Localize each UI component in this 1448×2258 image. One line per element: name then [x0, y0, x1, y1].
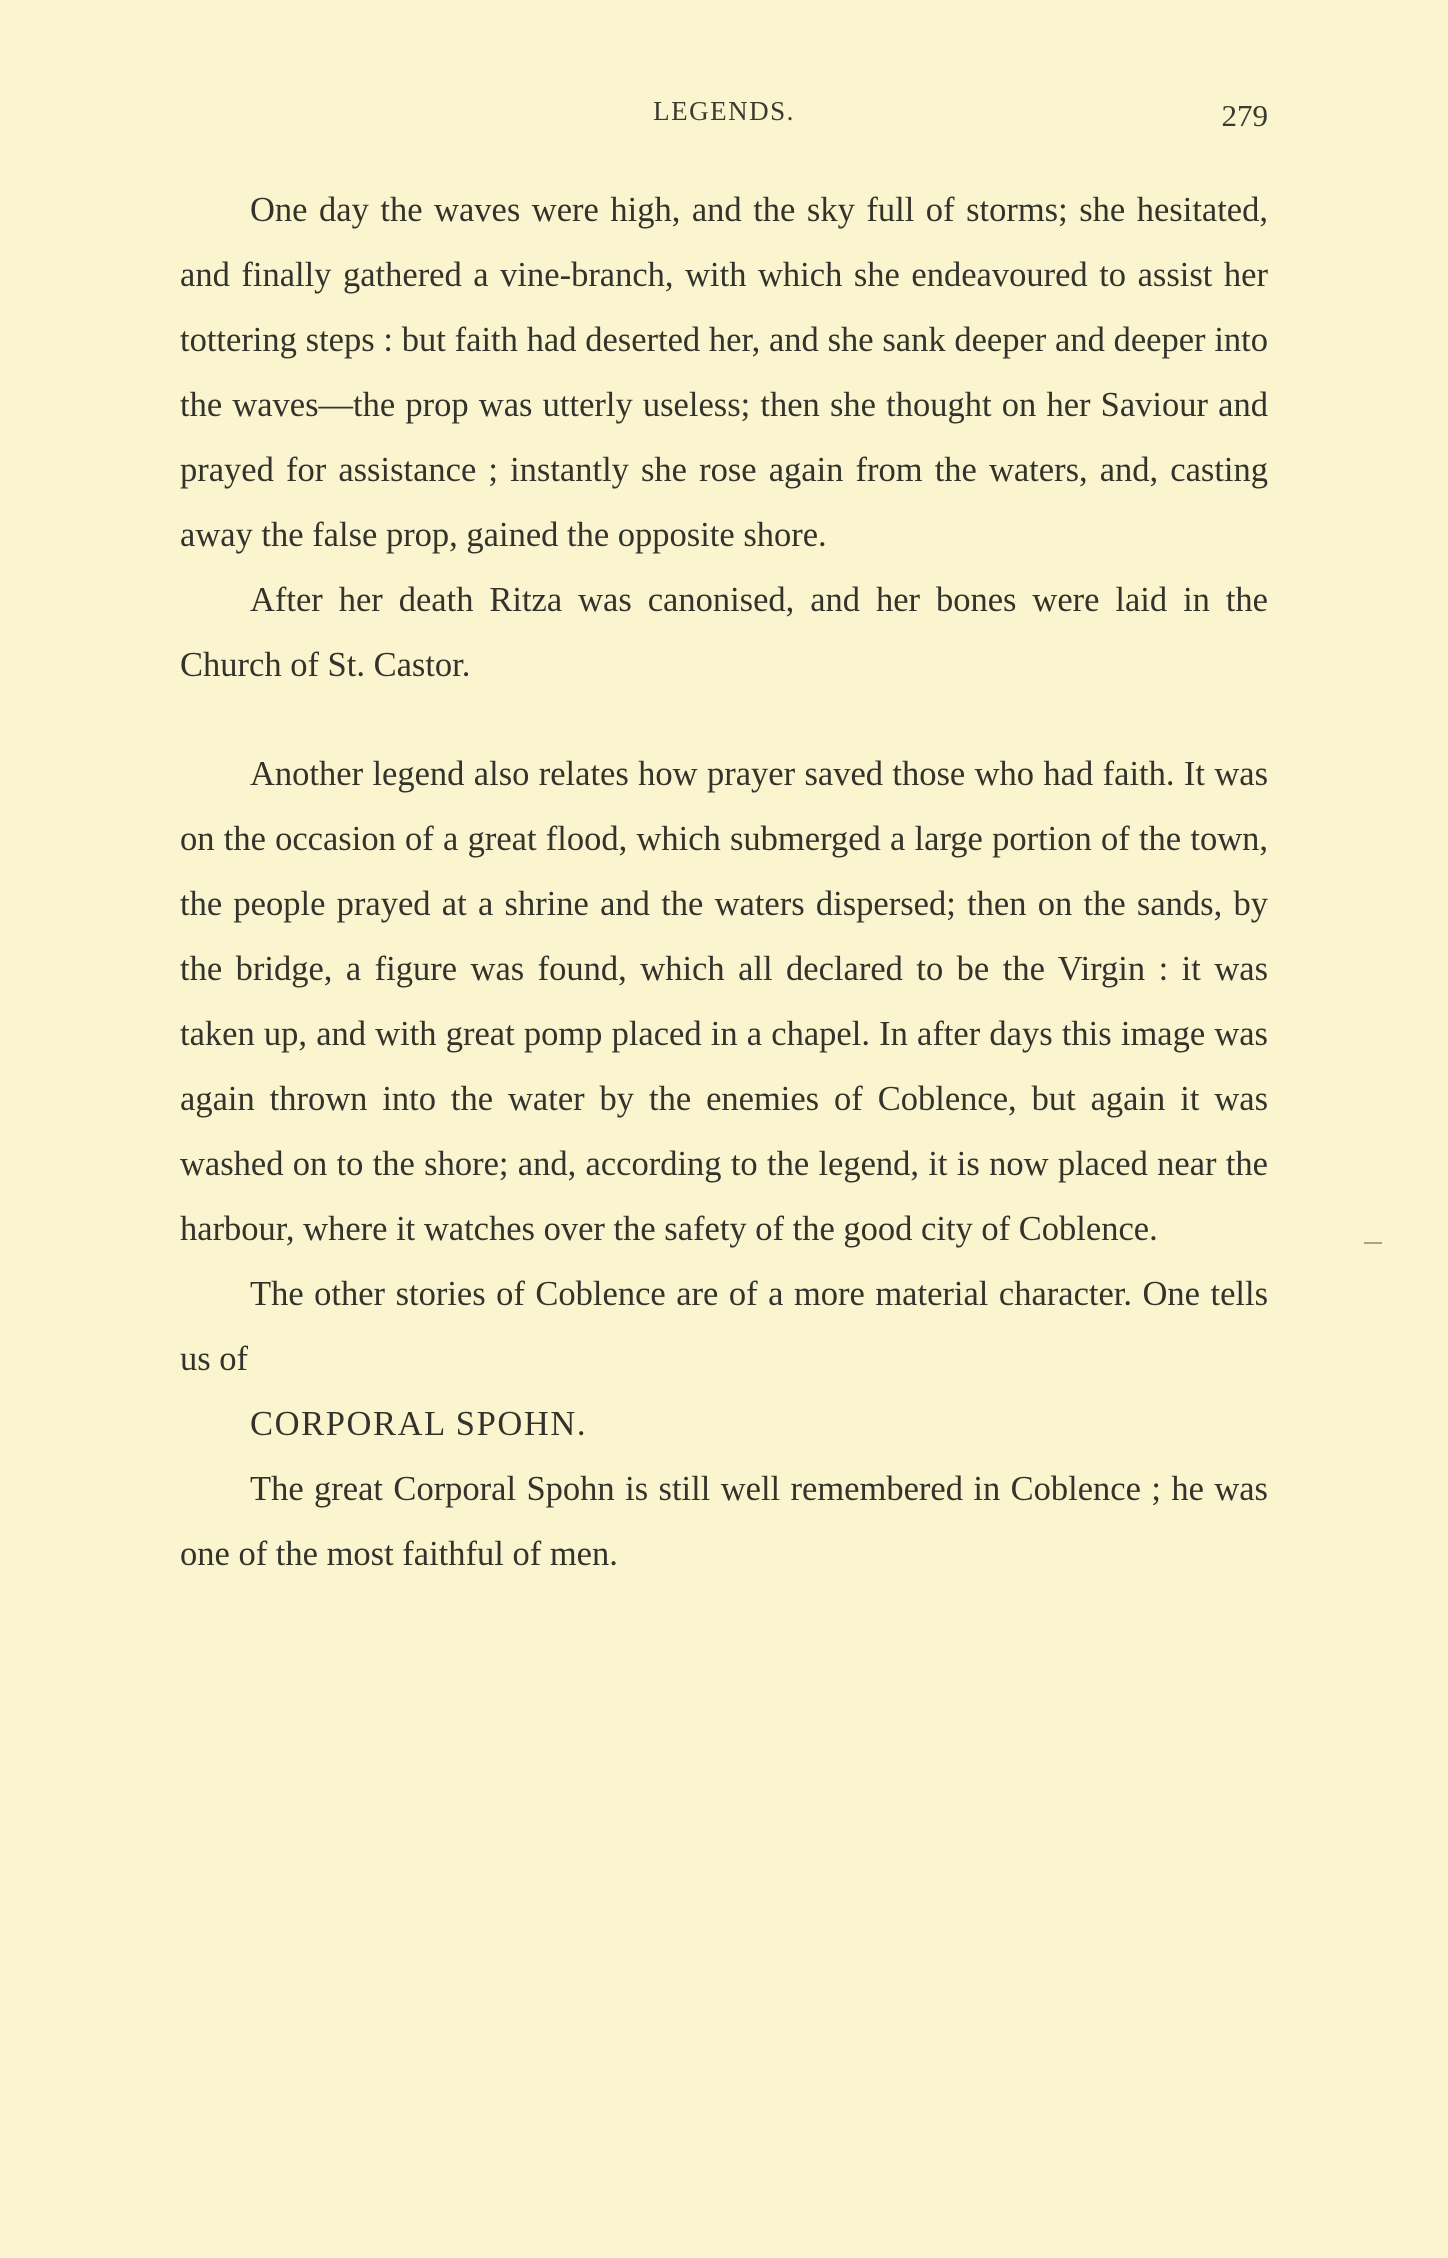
paragraph-1: One day the waves were high, and the sky full of storms; she hesitated, and finally gathered a vine-branch, with which she endeavoured to assist her tottering steps : but faith had deserted her, and she sank deeper and deeper into the waves—the prop was utterly useless; then she thought on her Saviour and prayed for assistance ; instantly she rose again from the waters, and, casting away the false prop, gained the opposite shore. — [180, 191, 1268, 554]
section-heading: CORPORAL SPOHN. — [250, 1405, 588, 1443]
paragraph-2: After her death Ritza was canonised, and her bones were laid in the Church of St. Castor. — [180, 581, 1268, 684]
page-body — [180, 178, 1268, 1587]
paragraph-4: The other stories of Coblence are of a more material character. One tells us of — [180, 1275, 1268, 1378]
paragraph-3: Another legend also relates how prayer saved those who had faith. It was on the occasion of a great flood, which submerged a large portion of the town, the people prayed at a shrine and the waters dispersed; then on the sands, by the bridge, a figure was found, which all declared to be the Virgin : it was taken up, and with great pomp placed in a chapel. In after days this image was again thrown into the water by the enemies of Coblence, but again it was washed on to the shore; and, according to the legend, it is now placed near the harbour, where it watches over the safety of the good city of Coblence. — [180, 755, 1268, 1248]
running-title: LEGENDS. — [653, 96, 795, 126]
page-number: 279 — [1221, 98, 1268, 133]
page-header — [180, 96, 1268, 136]
margin-mark — [1364, 1242, 1382, 1244]
paragraph-5: The great Corporal Spohn is still well remembered in Coblence ; he was one of the most faithful of men. — [180, 1470, 1268, 1573]
